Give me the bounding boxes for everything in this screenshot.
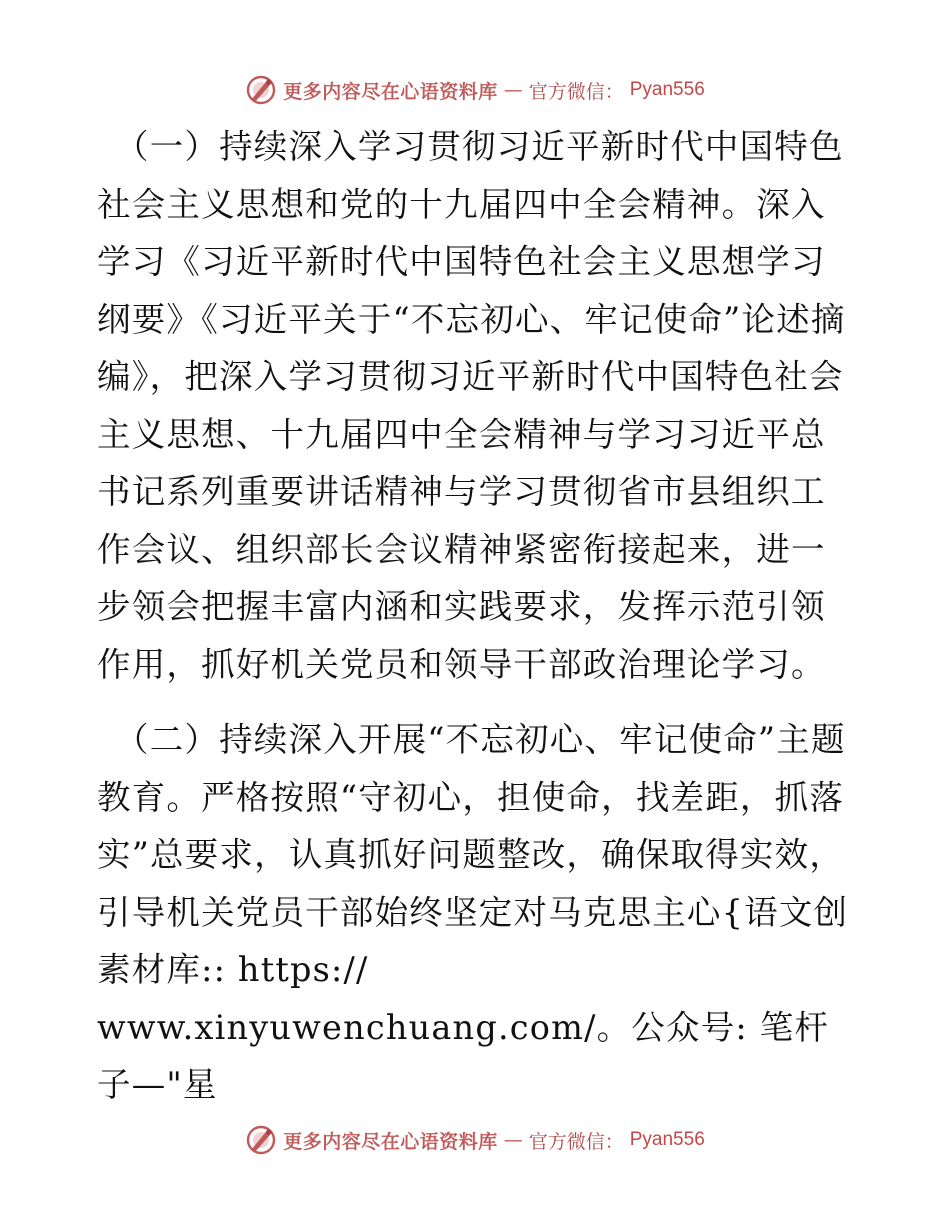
header-wechat-id: Pyan556 bbox=[629, 79, 705, 100]
footer-wechat-id: Pyan556 bbox=[629, 1129, 705, 1150]
footer-separator: — bbox=[503, 1129, 523, 1151]
header-wechat-label: 官方微信： bbox=[528, 80, 624, 103]
paragraph-3: www.xinyuwenchuang.com/。公众号: 笔杆子—"星 bbox=[97, 1007, 830, 1104]
paragraph-2: （二）持续深入开展“不忘初心、牢记使命”主题教育。严格按照“守初心，担使命，找差距，抓落实”总要求，认真抓好问题整改，确保取得实效，引导机关党员干部始终坚定对马克思主心{语文创素材库:: https:// bbox=[97, 720, 849, 989]
footer-wechat-label: 官方微信： bbox=[528, 1130, 624, 1153]
paragraph-1: （一）持续深入学习贯彻习近平新时代中国特色社会主义思想和党的十九届四中全会精神。深入学习《习近平新时代中国特色社会主义思想学习纲要》《习近平关于“不忘初心、牢记使命”论述摘编》，把深入学习贯彻习近平新时代中国特色社会主义思想、十九届四中全会精神与学习习近平总书记系列重要讲话精神与学习贯彻省市县组织工作会议、组织部长会议精神紧密衔接起来，进一步领会把握丰富内涵和实践要求，发挥示范引领作用，抓好机关党员和领导干部政治理论学习。 bbox=[97, 127, 846, 684]
header-separator: — bbox=[503, 79, 523, 101]
header-banner bbox=[0, 72, 950, 108]
footer-brand-text: 更多内容尽在心语资料库 bbox=[283, 1130, 498, 1153]
document-body bbox=[97, 118, 857, 1114]
pen-logo-icon bbox=[245, 74, 277, 106]
header-brand-text: 更多内容尽在心语资料库 bbox=[283, 80, 498, 103]
footer-banner bbox=[0, 1122, 950, 1158]
pen-logo-icon bbox=[245, 1124, 277, 1156]
